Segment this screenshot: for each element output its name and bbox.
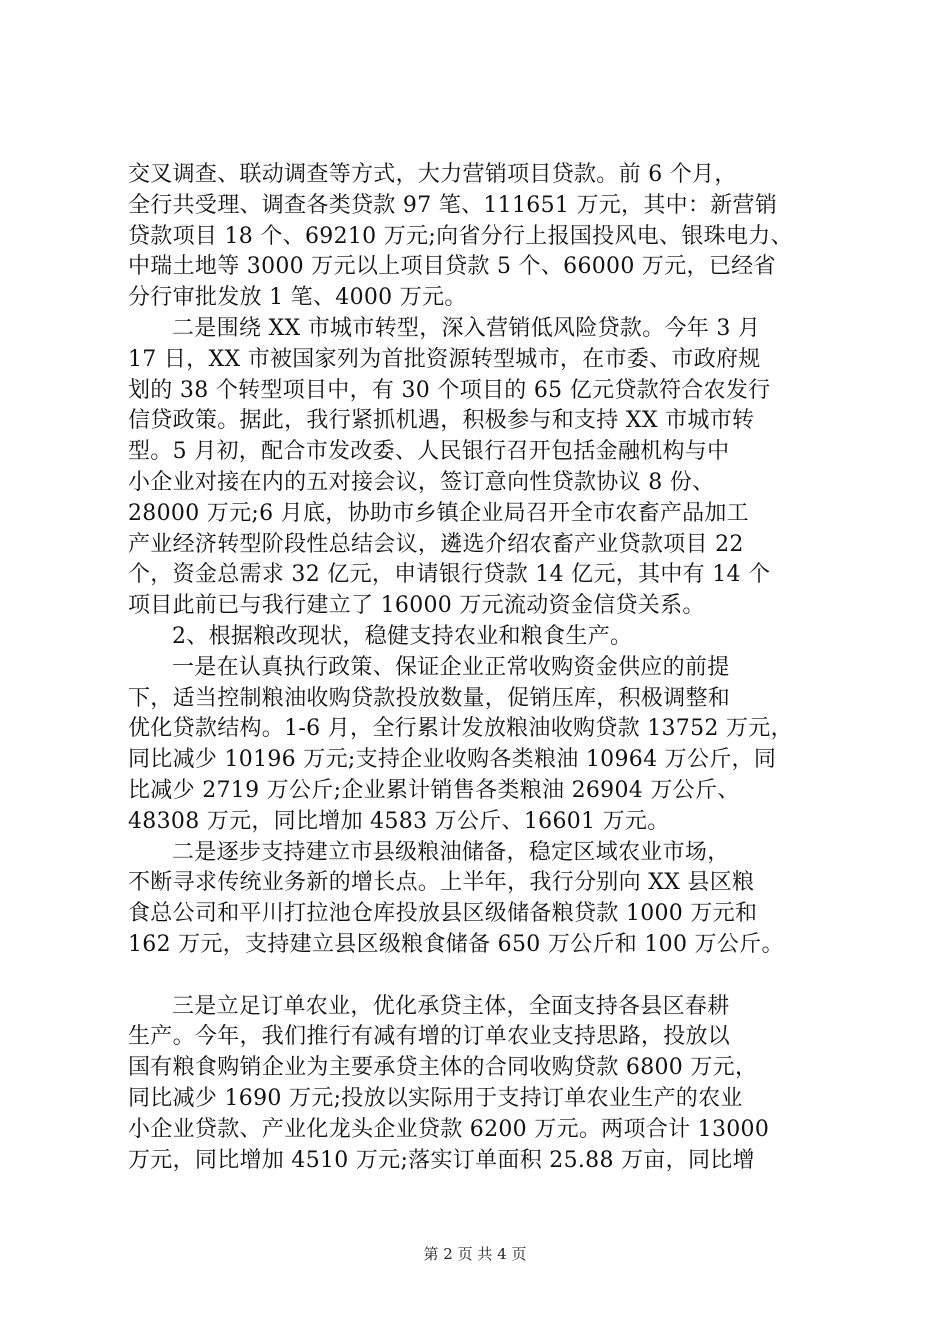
text-line: 二是围绕 XX 市城市转型，深入营销低风险贷款。今年 3 月 bbox=[172, 315, 761, 341]
text-line: 三是立足订单农业，优化承贷主体，全面支持各县区春耕 bbox=[172, 993, 730, 1019]
text-line: 二是逐步支持建立市县级粮油储备，稳定区域农业市场， bbox=[172, 839, 730, 865]
text-line: 同比减少 10196 万元;支持企业收购各类粮油 10964 万公斤，同 bbox=[128, 747, 777, 773]
text-line bbox=[128, 961, 833, 992]
text-line: 17 日，XX 市被国家列为首批资源转型城市，在市委、市政府规 bbox=[128, 346, 761, 372]
text-line: 信贷政策。据此，我行紧抓机遇，积极参与和支持 XX 市城市转 bbox=[128, 408, 755, 434]
text-line: 分行审批发放 1 笔、4000 万元。 bbox=[128, 285, 467, 311]
text-line: 中瑞土地等 3000 万元以上项目贷款 5 个、66000 万元，已经省 bbox=[128, 254, 776, 280]
text-line: 产业经济转型阶段性总结会议，遴选介绍农畜产业贷款项目 22 bbox=[128, 531, 744, 557]
text-line: 48308 万元，同比增加 4583 万公斤、16601 万元。 bbox=[128, 808, 670, 834]
text-line: 万元，同比增加 4510 万元;落实订单面积 25.88 万亩，同比增 bbox=[128, 1147, 755, 1173]
text-line: 型。5 月初，配合市发改委、人民银行召开包括金融机构与中 bbox=[128, 439, 730, 465]
text-line: 食总公司和平川打拉池仓库投放县区级储备粮贷款 1000 万元和 bbox=[128, 901, 758, 927]
text-line: 项目此前已与我行建立了 16000 万元流动资金信贷关系。 bbox=[128, 593, 705, 619]
document-body bbox=[128, 160, 833, 1176]
text-line: 优化贷款结构。1-6 月，全行累计发放粮油收购贷款 13752 万元， bbox=[128, 716, 793, 742]
text-line: 下，适当控制粮油收购贷款投放数量，促销压库，积极调整和 bbox=[128, 685, 731, 711]
text-line: 国有粮食购销企业为主要承贷主体的合同收购贷款 6800 万元， bbox=[128, 1055, 758, 1081]
text-line: 小企业贷款、产业化龙头企业贷款 6200 万元。两项合计 13000 bbox=[128, 1116, 770, 1142]
text-line: 162 万元，支持建立县区级粮食储备 650 万公斤和 100 万公斤。 bbox=[128, 931, 784, 957]
text-line: 贷款项目 18 个、69210 万元;向省分行上报国投风电、银珠电力、 bbox=[128, 223, 793, 249]
text-line: 28000 万元;6 月底，协助市乡镇企业局召开全市农畜产品加工 bbox=[128, 500, 749, 526]
text-line: 全行共受理、调查各类贷款 97 笔、111651 万元，其中：新营销 bbox=[128, 192, 778, 218]
text-line: 划的 38 个转型项目中，有 30 个项目的 65 亿元贷款符合农发行 bbox=[128, 377, 771, 403]
text-line: 个，资金总需求 32 亿元，申请银行贷款 14 亿元，其中有 14 个 bbox=[128, 562, 771, 588]
text-line: 同比减少 1690 万元;投放以实际用于支持订单农业生产的农业 bbox=[128, 1085, 743, 1111]
text-line: 2、根据粮改现状，稳健支持农业和粮食生产。 bbox=[172, 623, 633, 649]
text-line: 不断寻求传统业务新的增长点。上半年，我行分别向 XX 县区粮 bbox=[128, 870, 755, 896]
text-line: 小企业对接在内的五对接会议，签订意向性贷款协议 8 份、 bbox=[128, 469, 715, 495]
text-line: 一是在认真执行政策、保证企业正常收购资金供应的前提 bbox=[172, 654, 730, 680]
page-footer: 第 2 页 共 4 页 bbox=[423, 1245, 527, 1263]
text-line: 交叉调查、联动调查等方式，大力营销项目贷款。前 6 个月， bbox=[128, 162, 737, 187]
text-line: 生产。今年，我们推行有减有增的订单农业支持思路，投放以 bbox=[128, 1024, 731, 1050]
text-line: 比减少 2719 万公斤;企业累计销售各类粮油 26904 万公斤、 bbox=[128, 777, 740, 803]
